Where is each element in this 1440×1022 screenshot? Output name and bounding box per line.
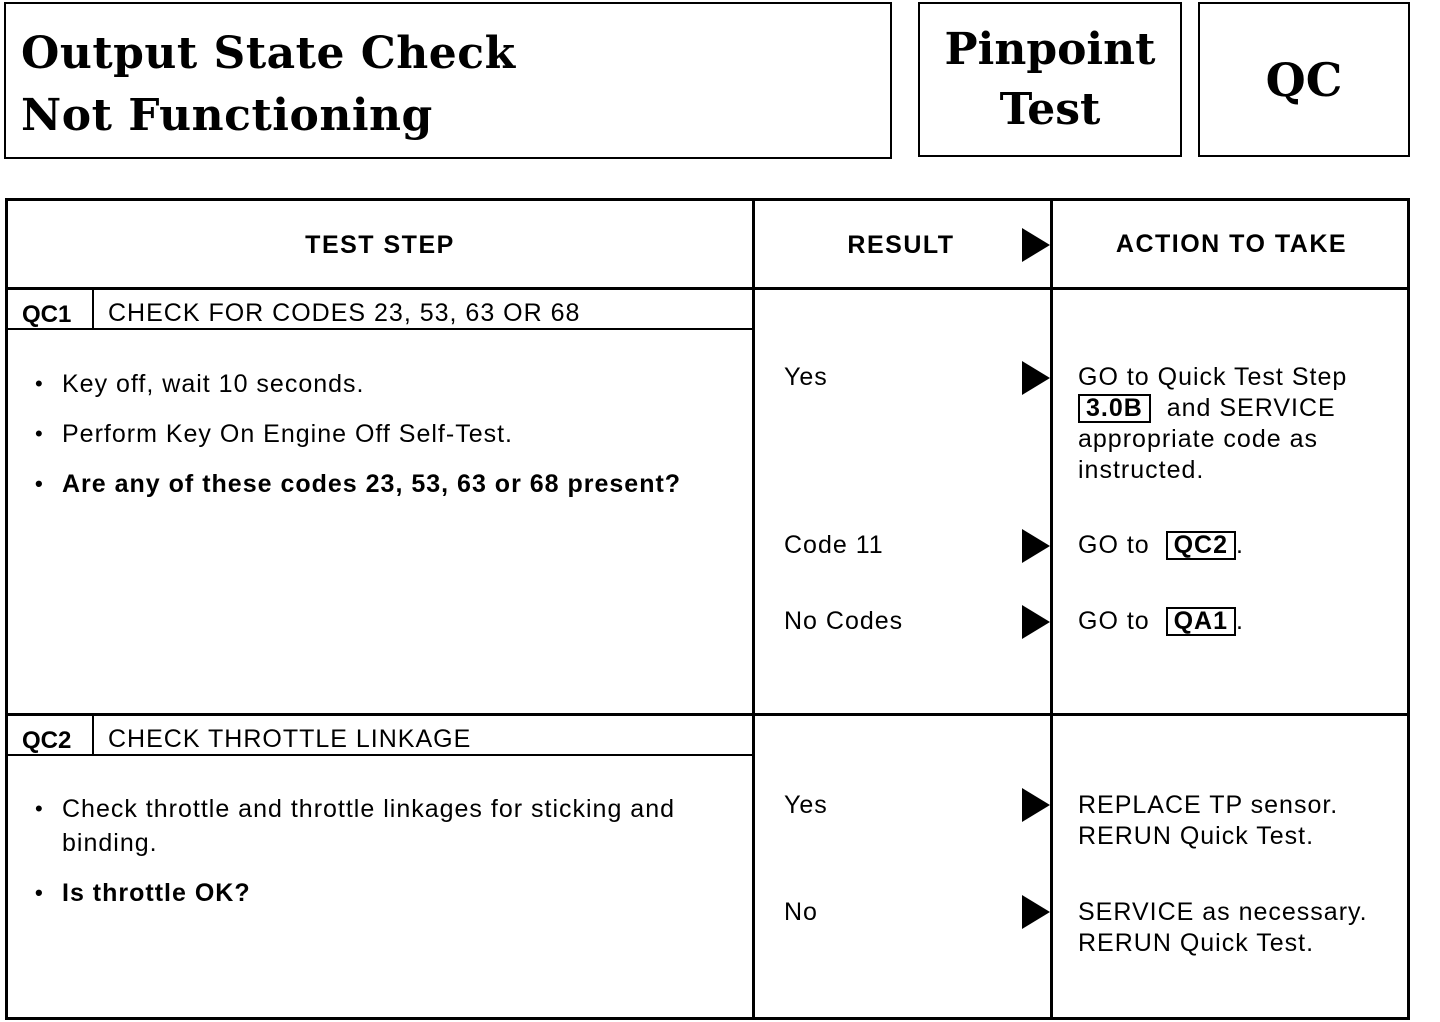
step-title-divider (8, 328, 752, 330)
action-pre: GO to Quick Test Step (1078, 363, 1348, 391)
bullet-text: Perform Key On Engine Off Self-Test. (62, 420, 513, 448)
header-test-step: TEST STEP (305, 231, 455, 259)
bullet-text: Key off, wait 10 seconds. (62, 370, 365, 398)
action-post: . (1236, 607, 1244, 635)
column-divider-result (752, 201, 755, 1017)
action-text (1078, 362, 1398, 486)
pinpoint-line-1: Pinpoint (944, 23, 1156, 75)
bullet-item-question (35, 467, 702, 501)
result-yes: Yes (784, 791, 828, 819)
bullet-dot: • (35, 421, 44, 446)
step-id-qc2: QC2 (22, 727, 72, 754)
bullet-item (35, 792, 702, 860)
action-text: REPLACE TP sensor. RERUN Quick Test. (1078, 791, 1339, 850)
bullet-dot: • (35, 371, 44, 396)
bullet-text: Is throttle OK? (62, 879, 251, 907)
result-arrow-icon (1022, 529, 1050, 563)
header-action: ACTION TO TAKE (1115, 230, 1348, 258)
pinpoint-test-box (918, 2, 1182, 157)
title-box (4, 2, 892, 159)
result-code-11: Code 11 (784, 531, 884, 559)
step-divider (8, 713, 1408, 716)
action-pre: GO to (1078, 531, 1150, 559)
step-id-divider (92, 715, 94, 755)
test-code-box (1198, 2, 1410, 157)
result-arrow-icon (1022, 361, 1050, 395)
bullet-dot: • (35, 880, 44, 905)
bullet-dot: • (35, 471, 44, 496)
result-no: No (784, 898, 818, 926)
action-text: SERVICE as necessary. RERUN Quick Test. (1078, 898, 1368, 957)
pinpoint-table (5, 198, 1410, 1020)
step-reference: QC2 (1166, 531, 1236, 560)
header-arrow-icon (1022, 228, 1050, 262)
step-title-qc2: CHECK THROTTLE LINKAGE (108, 725, 472, 753)
header-result: RESULT (847, 231, 955, 259)
step-id-qc1: QC1 (22, 301, 72, 328)
result-arrow-icon (1022, 895, 1050, 929)
test-code: QC (1265, 52, 1343, 107)
result-yes: Yes (784, 363, 828, 391)
bullet-item (35, 367, 702, 401)
result-arrow-icon (1022, 788, 1050, 822)
step-reference: 3.0B (1078, 394, 1151, 423)
action-pre: GO to (1078, 607, 1150, 635)
action-text (1078, 606, 1398, 637)
action-post: . (1236, 531, 1244, 559)
step-title-divider (8, 754, 752, 756)
bullet-dot: • (35, 796, 44, 821)
title-line-1: Output State Check (21, 28, 516, 79)
result-arrow-icon (1022, 605, 1050, 639)
header-divider (8, 287, 1408, 290)
bullet-item-question (35, 876, 702, 910)
action-post: and SERVICE appropriate code as instructed. (1078, 394, 1336, 484)
step-id-divider (92, 289, 94, 329)
bullet-item (35, 417, 702, 451)
title-line-2: Not Functioning (21, 90, 433, 141)
pinpoint-line-2: Test (999, 83, 1101, 135)
column-divider-action (1050, 201, 1053, 1017)
step-title-qc1: CHECK FOR CODES 23, 53, 63 OR 68 (108, 299, 581, 327)
action-text (1078, 530, 1398, 561)
step-reference: QA1 (1166, 607, 1236, 636)
bullet-text: Check throttle and throttle linkages for sticking and binding. (62, 795, 676, 857)
bullet-text: Are any of these codes 23, 53, 63 or 68 present? (62, 470, 682, 498)
result-no-codes: No Codes (784, 607, 904, 635)
